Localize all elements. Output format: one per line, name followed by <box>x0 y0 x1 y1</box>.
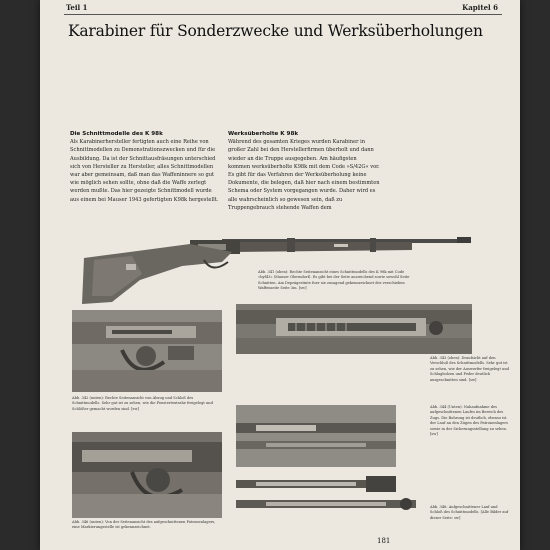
page-title: Karabiner für Sonderzwecke und Werksüberholungen <box>68 22 483 40</box>
trigger-caption: Abb. 342 (unten): Rechte Seitenansicht von Abzug und Schloß des Schnittmodells. Sehr gut ist zu sehen, wie die Fenstertextrahe freigelegt und Schlößer gemacht worden sind. [sw] <box>72 396 213 411</box>
left-body: Als Karabinerhersteller fertigten auch eine Reihe von Schnittmodellen zu Demonstrationszwecken und für die Ausbildung. Da ist der Schnittausfräsungen unterschied sich von Hersteller zu Hersteller, alles Schnittmodellen war aber gemeinsam, daß man das Waffeninnere so gut wie möglich sehen sollte, ohne daß die Waffe zerlegt werden mußte. Das hier gezeigte Schnittmodell wurde aus einem bei Mauser 1943 gefertigten K98k hergestellt. <box>70 139 219 203</box>
bolt-closeup-photo <box>236 304 472 354</box>
left-heading: Die Schnittmodelle des K 98k <box>70 131 163 137</box>
cutaway-caption: Abb. 346: Aufgeschnittener Lauf und Schloß des Schnittmodells. [Alle Bilder auf dieser Seite: sw] <box>430 505 509 520</box>
right-heading: Werksüberholte K 98k <box>228 131 299 137</box>
section-label: Teil 1 <box>66 3 88 12</box>
trigger-closeup-photo <box>72 310 222 392</box>
chamber-closeup-photo <box>72 432 222 518</box>
rifle-caption: Abb. 341 (oben): Rechte Seitenansicht eines Schnittmodells des K 98k mit Code »byf43« (Mauser Oberndorf). Es gibt bei der Seite ausreichend sowie sowohl Seite Schnitten. Am Deprägestinte fuer sie zusagend gekennzeichnet des verschieben Waffenseite Seite 3m. [sw] <box>258 270 410 291</box>
left-column <box>70 130 220 204</box>
action-caption: Abb. 343 (oben): Draufsicht auf den Verschluß des Schnittmodells. Sehr gut ist zu sehen, wie der Auswerfer freigelegt und Schlagbolzen und Feder deutlich ausgeschnitten sind. [sw] <box>430 356 509 382</box>
chapter-label: Kapitel 6 <box>462 3 498 12</box>
right-body: Während des gesamten Krieges wurden Karabiner in großer Zahl bei den Herstellerfirmen überholt und dann wieder an die Truppe ausgegeben. Am häufigsten kommen werksüberholte K98k mit dem Code »S/42G« vor. Es gibt für das Verfahren der Werksüberholung keine Dokumente, die belegen, daß hier nach einem bestimmten Schema oder System vorgegangen wurde. Daher wird es alle wahrscheinlich so gewesen sein, daß zu Truppengebrauch stehende Waffen dem <box>228 139 380 211</box>
page-number: 181 <box>377 537 391 545</box>
header-rule <box>64 14 502 15</box>
book-page <box>40 0 520 550</box>
barrel-caption: Abb. 344 (Unten): Nahaufnahme des aufgeschnittenen Laufes im Bereich des Zugs. Die Bohrung ist deutlich, ebenso ist der Lauf an den Zügen des Patronenlagers sowie in der Sicherungsstellung zu sehen. [sw] <box>430 405 508 437</box>
right-column <box>228 130 380 212</box>
barrel-closeup-photo <box>236 405 396 467</box>
chamber-caption: Abb. 346 (unten): Von der Seitenansicht des aufgeschnittenen Patronenlagers, eine Markierungsstelle ist gekennzeichnet. <box>72 520 216 530</box>
cutaway-photo <box>236 470 426 526</box>
